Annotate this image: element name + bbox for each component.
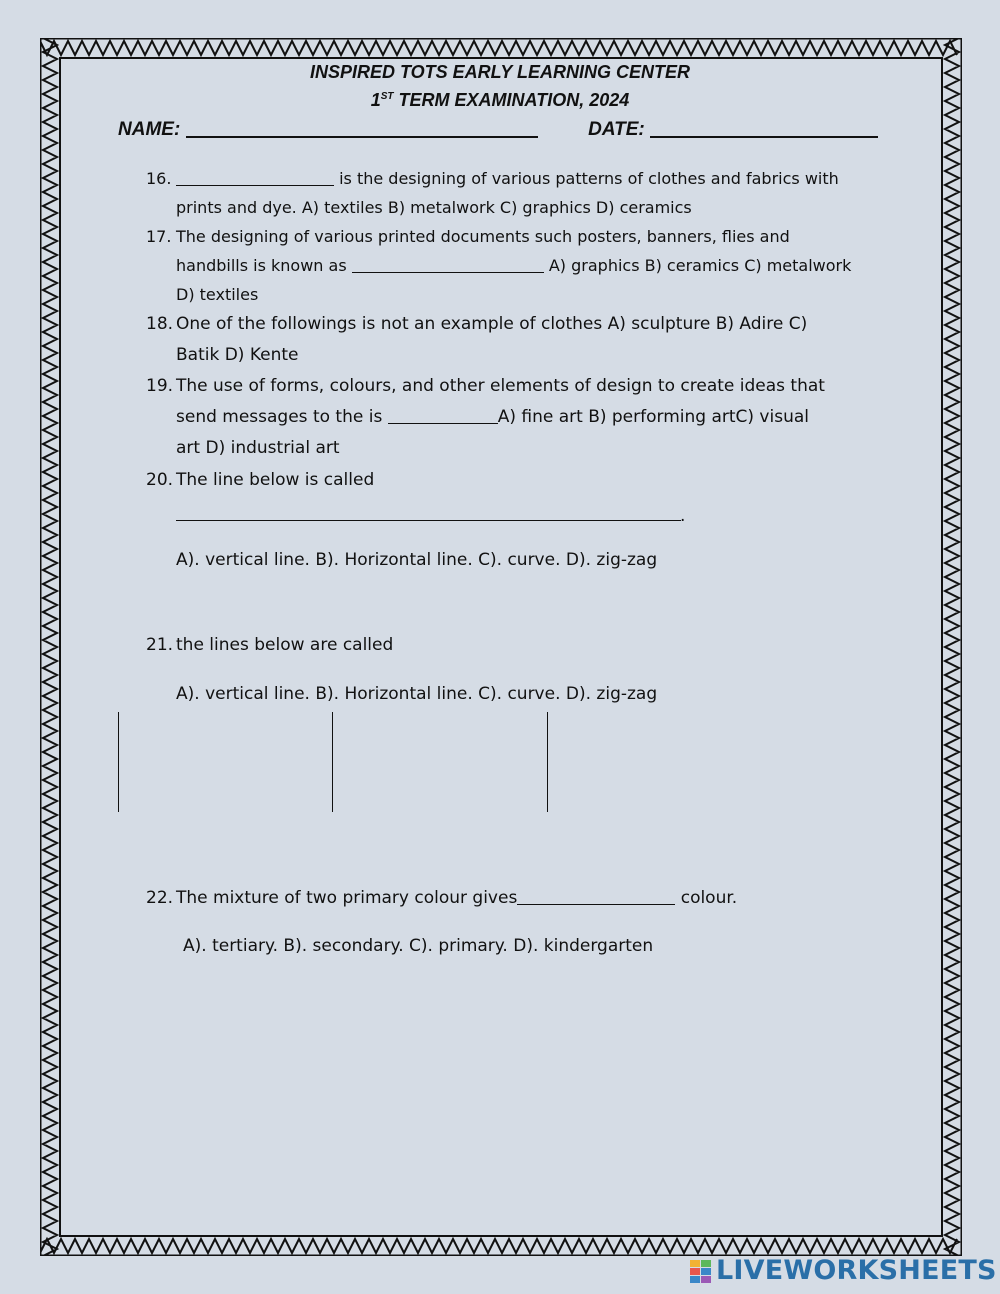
liveworksheets-brand: LIVEWORKSHEETS xyxy=(716,1255,997,1286)
answer-blank-22[interactable] xyxy=(517,888,675,905)
liveworksheets-logo-icon xyxy=(690,1260,712,1284)
question-19: 19. The use of forms, colours, and other elements of design to create ideas that send messages to the is A) fine art B) performing artC) visual art D) industrial art xyxy=(146,376,825,458)
horizontal-line-figure xyxy=(176,520,681,521)
question-21-options: A). vertical line. B). Horizontal line. C). curve. D). zig-zag xyxy=(176,684,658,704)
answer-blank-16[interactable] xyxy=(176,169,334,186)
date-field[interactable] xyxy=(650,118,878,138)
answer-blank-19[interactable] xyxy=(388,407,498,424)
school-title: INSPIRED TOTS EARLY LEARNING CENTER xyxy=(309,62,691,82)
date-label: DATE: xyxy=(588,119,645,140)
vertical-line-figure-2 xyxy=(332,712,333,812)
question-22: 22. The mixture of two primary colour gives colour. xyxy=(146,888,738,908)
question-21: 21. the lines below are called xyxy=(146,635,394,655)
name-label: NAME: xyxy=(118,119,181,140)
question-20: 20. The line below is called xyxy=(146,470,375,490)
name-date-row xyxy=(118,118,878,141)
question-18: 18. One of the followings is not an example of clothes A) sculpture B) Adire C) Batik D) Kente xyxy=(146,314,808,365)
vertical-line-figure-3 xyxy=(547,712,548,812)
exam-title: 1ST TERM EXAMINATION, 2024 xyxy=(370,90,630,110)
question-16: 16. is the designing of various patterns of clothes and fabrics with prints and dye. A) textiles B) metalwork C) graphics D) ceramics xyxy=(146,169,839,217)
vertical-line-figure-1 xyxy=(118,712,119,812)
question-22-options: A). tertiary. B). secondary. C). primary. D). kindergarten xyxy=(183,936,654,956)
question-17: 17. The designing of various printed documents such posters, banners, flies and handbills is known as A) graphics B) ceramics C) metalwork D) textiles xyxy=(146,227,852,304)
question-20-options: A). vertical line. B). Horizontal line. C). curve. D). zig-zag xyxy=(176,550,658,570)
answer-blank-17[interactable] xyxy=(352,256,544,273)
name-field[interactable] xyxy=(186,118,538,138)
